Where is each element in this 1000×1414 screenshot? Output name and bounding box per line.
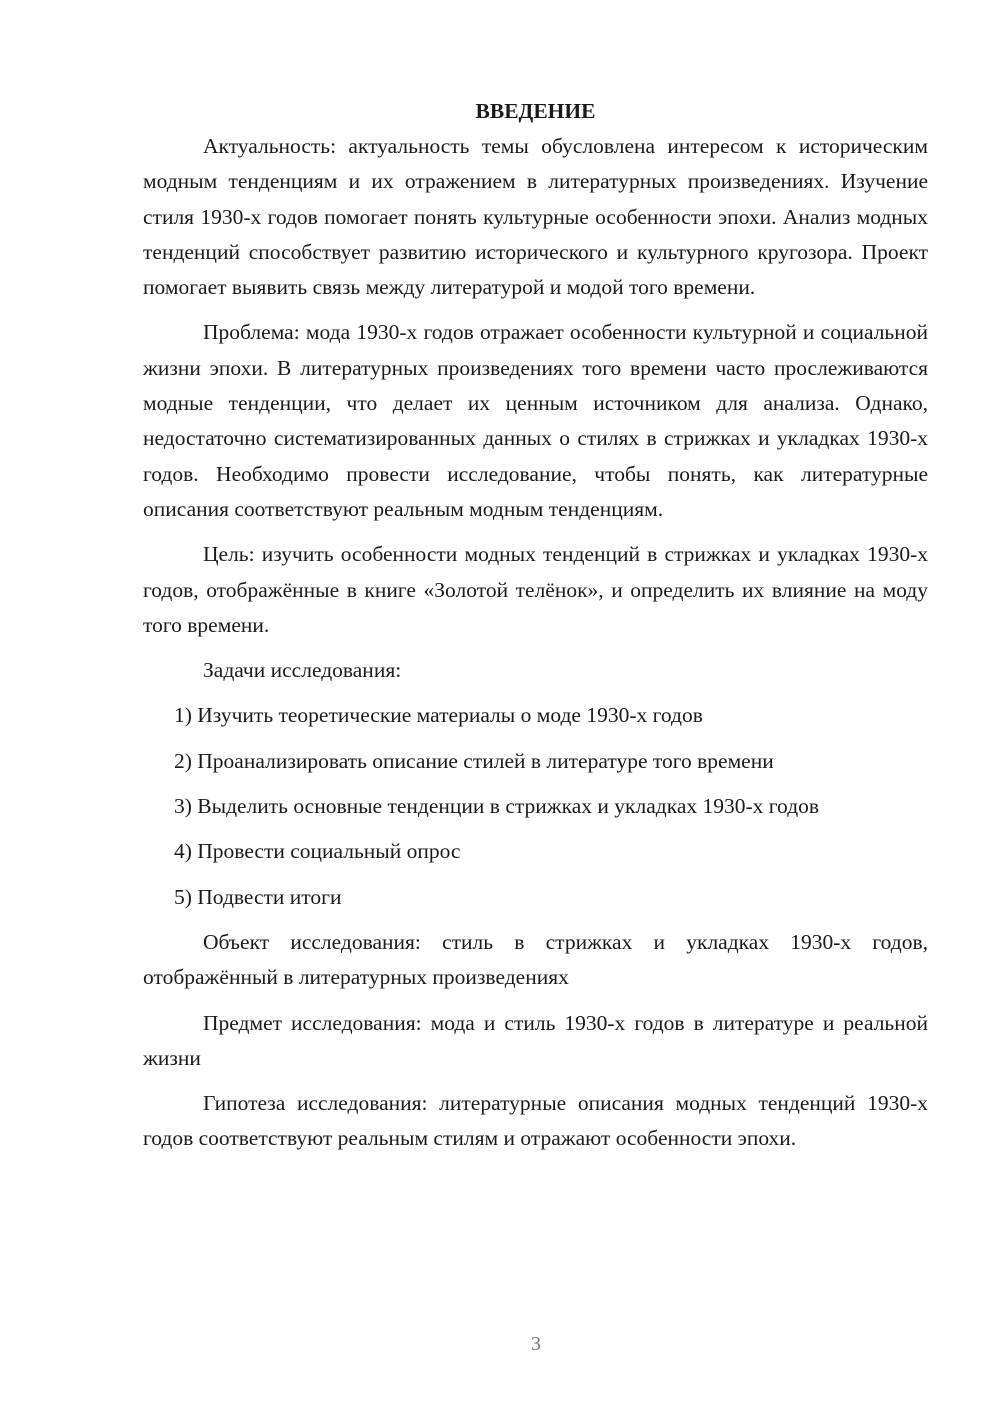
task-item: 3) Выделить основные тенденции в стрижках и укладках 1930-х годов [174,794,820,819]
tasks-list [143,698,928,914]
subject-paragraph: Предмет исследования: мода и стиль 1930-х годов в литературе и реальной жизни [143,1010,928,1070]
task-item: 4) Провести социальный опрос [174,839,461,864]
goal-paragraph: Цель: изучить особенности модных тенденций в стрижках и укладках 1930-х годов, отображённые в книге «Золотой телёнок», и определить их влияние на моду того времени. [143,542,928,637]
task-item: 2) Проанализировать описание стилей в литературе того времени [174,748,774,773]
task-item: 1) Изучить теоретические материалы о моде 1930-х годов [174,703,703,728]
page-content [143,96,928,1157]
page-number: 3 [531,1333,541,1355]
object-paragraph: Объект исследования: стиль в стрижках и укладках 1930-х годов, отображённый в литературных произведениях [143,929,928,990]
task-item: 5) Подвести итоги [174,884,342,909]
relevance-paragraph: Актуальность: актуальность темы обусловлена интересом к историческим модным тенденциям и их отражением в литературных произведениях. Изучение стиля 1930-х годов помогает понять культурные особенности эпохи. Анализ модных тенденций способствует развитию исторического и культурного кругозора. Проект помогает выявить связь между литературой и модой того времени. [143,134,928,300]
tasks-heading: Задачи исследования: [203,658,402,683]
hypothesis-paragraph: Гипотеза исследования: литературные описания модных тенденций 1930-х годов соответствуют реальным стилям и отражают особенности эпохи. [143,1091,928,1151]
section-title: ВВЕДЕНИЕ [475,99,596,123]
problem-paragraph: Проблема: мода 1930-х годов отражает особенности культурной и социальной жизни эпохи. В литературных произведениях того времени часто прослеживаются модные тенденции, что делает их ценным источником для анализа. Однако, недостаточно систематизированных данных о стилях в стрижках и укладках 1930-х годов. Необходимо провести исследование, чтобы понять, как литературные описания соответствуют реальным модным тенденциям. [143,320,928,521]
